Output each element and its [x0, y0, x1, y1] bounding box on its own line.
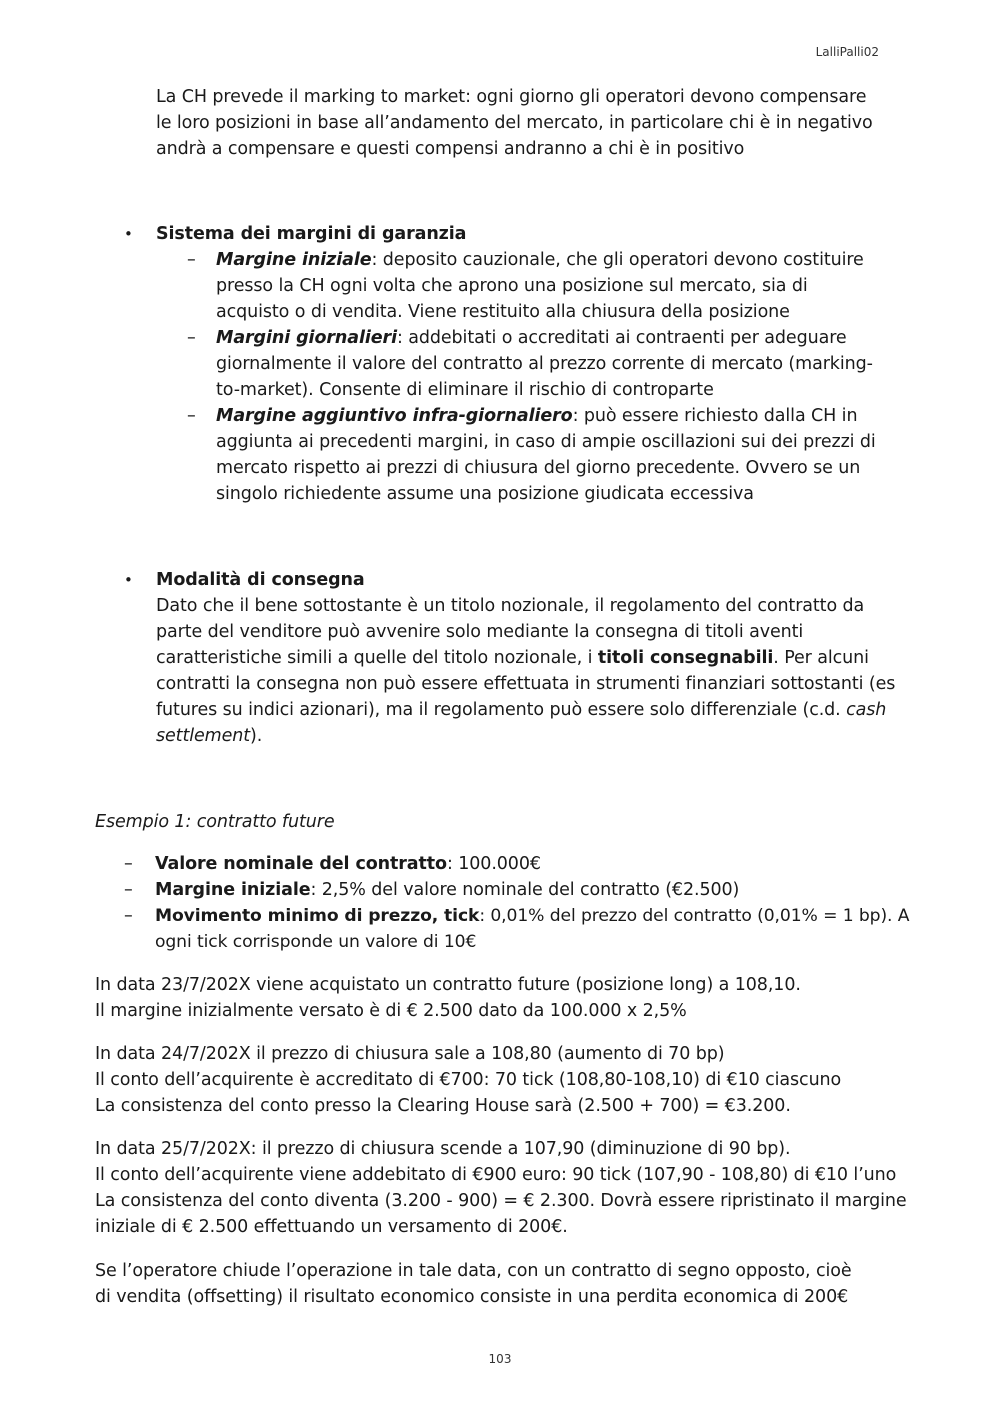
list-item-margini-giornalieri	[216, 325, 873, 403]
dash-icon: –	[124, 880, 133, 900]
text-line: Dato che il bene sottostante è un titolo nozionale, il regolamento del contratto da	[156, 596, 865, 616]
example-item-valore-nominale	[155, 851, 541, 877]
text-run: . Per alcuni	[773, 648, 869, 668]
text-line: Il conto dell’acquirente è accreditato di €700: 70 tick (108,80-108,10) di €10 ciascuno	[95, 1070, 842, 1090]
bullet-icon: •	[124, 571, 133, 589]
section-heading-margini	[156, 221, 466, 247]
text-line: Il margine inizialmente versato è di € 2.500 dato da 100.000 x 2,5%	[95, 1001, 687, 1021]
running-header: LalliPalli02	[815, 45, 879, 59]
term: Margine iniziale	[155, 880, 311, 900]
bullet-icon: •	[124, 225, 133, 243]
text-line: to-market). Consente di eliminare il rischio di controparte	[216, 380, 714, 400]
definition: : 2,5% del valore nominale del contratto (€2.500)	[310, 880, 740, 900]
list-item-margine-aggiuntivo	[216, 403, 876, 507]
dash-icon: –	[124, 854, 133, 874]
example-paragraph-3	[95, 1136, 907, 1240]
text-line: In data 24/7/202X il prezzo di chiusura sale a 108,80 (aumento di 70 bp)	[95, 1044, 725, 1064]
definition: : 100.000€	[446, 854, 541, 874]
italic-term: settlement	[156, 726, 251, 746]
example-item-margine-iniziale	[155, 877, 739, 903]
text-line: In data 25/7/202X: il prezzo di chiusura scende a 107,90 (diminuzione di 90 bp).	[95, 1139, 791, 1159]
example-paragraph-1	[95, 972, 801, 1024]
text-line: presso la CH ogni volta che aprono una posizione sul mercato, sia di	[216, 276, 808, 296]
page-number: 103	[488, 1352, 512, 1366]
italic-term: cash	[846, 700, 887, 720]
definition: : deposito cauzionale, che gli operatori devono costituire	[371, 250, 864, 270]
text-run: futures su indici azionari), ma il regolamento può essere solo differenziale (c.d.	[156, 700, 847, 720]
text-line: Se l’operatore chiude l’operazione in tale data, con un contratto di segno opposto, cioè	[95, 1261, 852, 1281]
text-run: caratteristiche simili a quelle del titolo nozionale, i	[156, 648, 598, 668]
dash-icon: –	[187, 328, 196, 348]
section-consegna	[156, 567, 895, 749]
example-item-tick	[155, 903, 909, 955]
text-line: acquisto o di vendita. Viene restituito alla chiusura della posizione	[216, 302, 790, 322]
definition: : 0,01% del prezzo del contratto (0,01% = 1 bp). A	[479, 906, 910, 926]
text-line: contratti la consegna non può essere effettuata in strumenti finanziari sottostanti (es	[156, 674, 896, 694]
term: Margine iniziale	[216, 250, 372, 270]
text-line: giornalmente il valore del contratto al prezzo corrente di mercato (marking-	[216, 354, 873, 374]
intro-paragraph	[156, 84, 873, 162]
term: Valore nominale del contratto	[155, 854, 447, 874]
text-line: singolo richiedente assume una posizione giudicata eccessiva	[216, 484, 754, 504]
example-title-text: Esempio 1: contratto future	[95, 812, 335, 832]
example-paragraph-2	[95, 1041, 841, 1119]
term: Margine aggiuntivo infra-giornaliero	[216, 406, 573, 426]
text-line: andrà a compensare e questi compensi andranno a chi è in positivo	[156, 139, 745, 159]
heading-text: Modalità di consegna	[156, 570, 365, 590]
list-item-margine-iniziale	[216, 247, 864, 325]
dash-icon: –	[187, 406, 196, 426]
definition: : addebitati o accreditati ai contraenti per adeguare	[396, 328, 847, 348]
text-line: parte del venditore può avvenire solo mediante la consegna di titoli aventi	[156, 622, 804, 642]
example-paragraph-4	[95, 1258, 852, 1310]
text-run: ).	[250, 726, 263, 746]
text-line: le loro posizioni in base all’andamento del mercato, in particolare chi è in negativo	[156, 113, 873, 133]
bold-term: titoli consegnabili	[597, 648, 774, 668]
text-line: ogni tick corrisponde un valore di 10€	[155, 932, 477, 952]
example-title	[95, 809, 334, 835]
text-line: aggiunta ai precedenti margini, in caso di ampie oscillazioni sui dei prezzi di	[216, 432, 876, 452]
text-line: La consistenza del conto presso la Clearing House sarà (2.500 + 700) = €3.200.	[95, 1096, 791, 1116]
text-line: iniziale di € 2.500 effettuando un versamento di 200€.	[95, 1217, 568, 1237]
heading-text: Sistema dei margini di garanzia	[156, 224, 467, 244]
text-line: Il conto dell’acquirente viene addebitato di €900 euro: 90 tick (107,90 - 108,80) di €10 l’uno	[95, 1165, 897, 1185]
text-line: In data 23/7/202X viene acquistato un contratto future (posizione long) a 108,10.	[95, 975, 801, 995]
term: Margini giornalieri	[216, 328, 397, 348]
text-line: La consistenza del conto diventa (3.200 - 900) = € 2.300. Dovrà essere ripristinato il margine	[95, 1191, 907, 1211]
dash-icon: –	[124, 906, 133, 926]
definition: : può essere richiesto dalla CH in	[572, 406, 858, 426]
term: Movimento minimo di prezzo, tick	[155, 906, 480, 926]
text-line: di vendita (offsetting) il risultato economico consiste in una perdita economica di 200€	[95, 1287, 849, 1307]
dash-icon: –	[187, 250, 196, 270]
text-line: mercato rispetto ai prezzi di chiusura del giorno precedente. Ovvero se un	[216, 458, 861, 478]
text-line: La CH prevede il marking to market: ogni giorno gli operatori devono compensare	[156, 87, 867, 107]
